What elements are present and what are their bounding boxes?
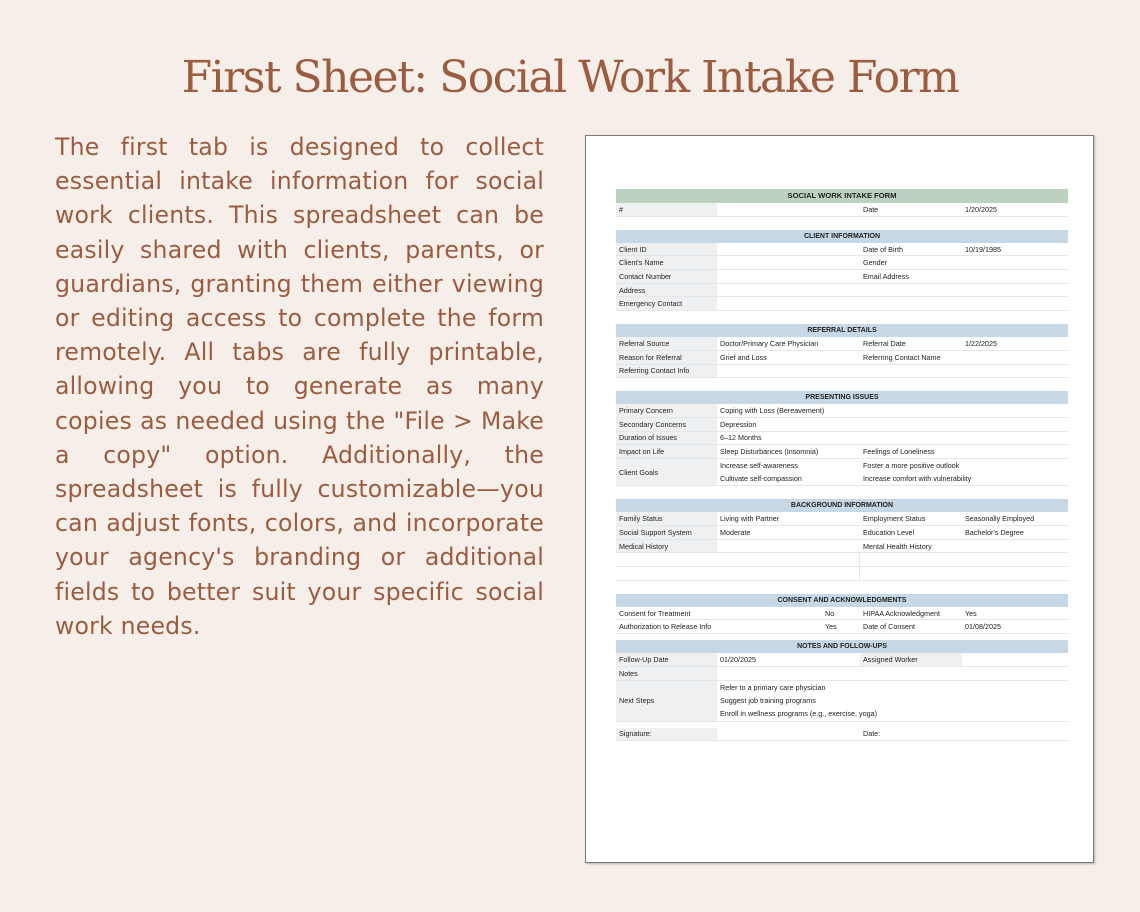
date-of-birth-value[interactable]: 10/19/1985 xyxy=(965,244,1001,254)
social-support-label: Social Support System xyxy=(616,526,717,539)
consent-date-value[interactable]: 01/08/2025 xyxy=(965,622,1001,632)
gender-label: Gender xyxy=(863,258,887,268)
client-id-label: Client ID xyxy=(616,243,717,256)
table-row xyxy=(616,243,1068,257)
employment-status-label: Employment Status xyxy=(863,514,926,524)
table-row xyxy=(616,270,1068,284)
table-row xyxy=(616,351,1068,365)
table-row xyxy=(616,203,1068,217)
table-row xyxy=(616,653,1068,667)
date-value[interactable]: 1/20/2025 xyxy=(965,204,997,214)
family-status-value[interactable]: Living with Partner xyxy=(720,514,780,524)
table-row xyxy=(616,667,1068,681)
signature-label: Signature: xyxy=(616,728,717,741)
client-goals-col-2[interactable] xyxy=(860,459,1068,485)
table-row xyxy=(616,607,1068,621)
date-of-birth-label: Date of Birth xyxy=(863,244,903,254)
referral-source-value[interactable]: Doctor/Primary Care Physician xyxy=(720,338,819,348)
goal-item: Cultivate self-compassion xyxy=(720,474,802,484)
table-row xyxy=(616,297,1068,311)
client-name-label: Client's Name xyxy=(616,256,717,269)
page-title: First Sheet: Social Work Intake Form xyxy=(181,52,959,103)
emergency-contact-value[interactable] xyxy=(717,297,1068,310)
assigned-worker-label: Assigned Worker xyxy=(860,653,962,666)
referral-reason-value[interactable]: Grief and Loss xyxy=(720,352,767,362)
contact-number-value[interactable] xyxy=(717,270,860,283)
secondary-concerns-value[interactable]: Depression xyxy=(720,419,757,429)
table-row xyxy=(616,681,1068,722)
family-status-label: Family Status xyxy=(616,512,717,525)
spreadsheet-preview xyxy=(585,135,1094,863)
impact-value-1[interactable]: Sleep Disturbances (Insomnia) xyxy=(720,447,819,457)
education-level-label: Education Level xyxy=(863,527,915,537)
table-row xyxy=(616,365,1068,379)
table-row xyxy=(616,256,1068,270)
address-label: Address xyxy=(616,284,717,297)
next-steps-label: Next Steps xyxy=(616,681,717,721)
next-step-item: Enroll in wellness programs (e.g., exercise, yoga) xyxy=(720,709,877,719)
next-step-item: Refer to a primary care physician xyxy=(720,682,826,692)
address-value[interactable] xyxy=(717,284,1068,297)
consent-treatment-label: Consent for Treatment xyxy=(619,608,691,618)
duration-label: Duration of Issues xyxy=(616,432,717,445)
hipaa-label: HIPAA Acknowledgment xyxy=(863,608,940,618)
table-row xyxy=(616,620,1068,634)
consent-date-label: Date of Consent xyxy=(863,622,915,632)
mental-health-history-value[interactable] xyxy=(962,540,1068,553)
primary-concern-label: Primary Concern xyxy=(616,404,717,417)
number-value[interactable] xyxy=(717,203,860,216)
table-row xyxy=(616,567,1068,581)
mental-health-history-label: Mental Health History xyxy=(863,541,932,551)
table-row xyxy=(616,432,1068,446)
signature-value[interactable] xyxy=(717,728,860,741)
goal-item: Foster a more positive outlook xyxy=(863,461,960,471)
email-address-value[interactable] xyxy=(962,270,1068,283)
table-row xyxy=(616,337,1068,351)
medical-history-notes[interactable] xyxy=(616,567,860,580)
description-text: The first tab is designed to collect essential intake information for social work clients. This spreadsheet can be easily shared with clients, parents, or guardians, granting them either viewing or editing access to complete the form remotely. All tabs are fully printable, allowing you to generate as many copies as needed using the "File > Make a copy" option. Additionally, the spreadsheet is fully customizable—you can adjust fonts, colors, and incorporate your agency's branding or additional fields to better suit your specific social work needs. xyxy=(55,133,544,640)
social-support-value[interactable]: Moderate xyxy=(720,527,751,537)
duration-value[interactable]: 6–12 Months xyxy=(720,433,762,443)
client-information-header: CLIENT INFORMATION xyxy=(616,230,1068,243)
date-label: Date xyxy=(863,204,879,214)
email-address-label: Email Address xyxy=(863,271,909,281)
notes-label: Notes xyxy=(616,667,717,680)
signature-date-label: Date: xyxy=(863,729,881,739)
medical-history-notes[interactable] xyxy=(616,553,860,566)
education-level-value[interactable]: Bachelor's Degree xyxy=(965,527,1024,537)
consent-header: CONSENT AND ACKNOWLEDGMENTS xyxy=(616,594,1068,607)
number-label: # xyxy=(616,203,717,216)
table-row xyxy=(616,553,1068,567)
referral-date-label: Referral Date xyxy=(863,338,906,348)
notes-header: NOTES AND FOLLOW-UPS xyxy=(616,640,1068,653)
client-name-value[interactable] xyxy=(717,256,860,269)
client-id-value[interactable] xyxy=(717,243,860,256)
consent-treatment-value[interactable]: No xyxy=(825,608,835,618)
table-row xyxy=(616,418,1068,432)
medical-history-value[interactable] xyxy=(717,540,860,553)
form-title: SOCIAL WORK INTAKE FORM xyxy=(616,189,1068,203)
table-row xyxy=(616,284,1068,298)
mental-health-history-notes[interactable] xyxy=(860,567,1068,580)
referral-date-value[interactable]: 1/22/2025 xyxy=(965,338,997,348)
signature-date-value[interactable] xyxy=(962,728,1068,741)
next-step-item: Suggest job training programs xyxy=(720,696,816,705)
table-row xyxy=(616,728,1068,742)
followup-date-label: Follow-Up Date xyxy=(616,653,717,666)
client-goals-col-1[interactable] xyxy=(717,459,860,485)
referring-contact-info-value[interactable] xyxy=(717,365,1068,378)
background-information-header: BACKGROUND INFORMATION xyxy=(616,499,1068,512)
table-row xyxy=(616,526,1068,540)
presenting-issues-header: PRESENTING ISSUES xyxy=(616,391,1068,404)
primary-concern-value[interactable]: Coping with Loss (Bereavement) xyxy=(720,406,825,416)
referral-reason-label: Reason for Referral xyxy=(616,351,717,364)
table-row xyxy=(616,512,1068,526)
goal-item: Increase comfort with vulnerability xyxy=(863,474,972,484)
employment-status-value[interactable]: Seasonally Employed xyxy=(965,514,1035,524)
intake-form xyxy=(616,189,1068,741)
secondary-concerns-label: Secondary Concerns xyxy=(616,418,717,431)
referring-contact-info-label: Referring Contact Info xyxy=(616,365,717,378)
impact-label: Impact on Life xyxy=(616,445,717,458)
gender-value[interactable] xyxy=(962,256,1068,269)
next-steps-value[interactable] xyxy=(717,681,1068,721)
goal-item: Increase self-awareness xyxy=(720,461,798,471)
table-row xyxy=(616,445,1068,459)
followup-date-value[interactable]: 01/20/2025 xyxy=(720,654,756,664)
mental-health-history-notes[interactable] xyxy=(860,553,1068,566)
table-row xyxy=(616,540,1068,554)
hipaa-value[interactable]: Yes xyxy=(965,608,977,618)
table-row xyxy=(616,459,1068,486)
medical-history-label: Medical History xyxy=(616,540,717,553)
referral-details-header: REFERRAL DETAILS xyxy=(616,324,1068,337)
contact-number-label: Contact Number xyxy=(616,270,717,283)
release-info-value[interactable]: Yes xyxy=(825,622,837,632)
notes-value[interactable] xyxy=(717,667,1068,680)
referring-contact-name-label: Referring Contact Name xyxy=(863,352,941,362)
table-row xyxy=(616,404,1068,418)
release-info-label: Authorization to Release Info xyxy=(619,622,712,632)
assigned-worker-value[interactable] xyxy=(962,653,1068,666)
emergency-contact-label: Emergency Contact xyxy=(616,297,717,310)
referral-source-label: Referral Source xyxy=(616,337,717,350)
impact-value-2[interactable]: Feelings of Loneliness xyxy=(863,447,935,457)
client-goals-label: Client Goals xyxy=(616,459,717,485)
referring-contact-name-value[interactable] xyxy=(962,351,1068,364)
